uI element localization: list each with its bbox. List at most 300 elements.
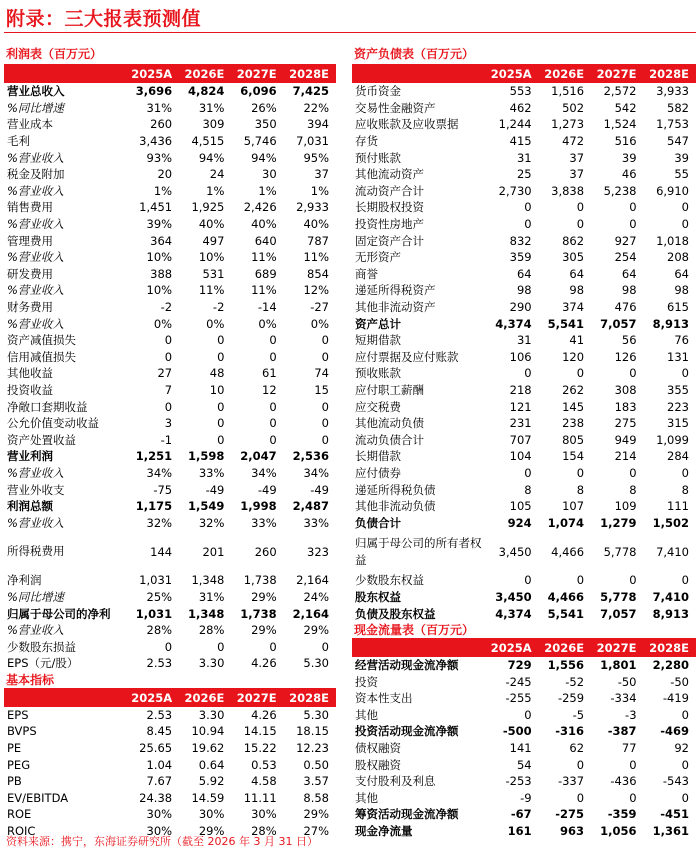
table-row [352, 83, 696, 100]
value-cell: 126 [614, 349, 637, 364]
value-cell: 0 [217, 333, 225, 348]
table-row [4, 723, 336, 740]
table-row [4, 149, 336, 166]
year-header-cell: 2027E [591, 639, 643, 657]
value-cell: 262 [562, 382, 585, 397]
row-label: 现金净流量 [355, 824, 413, 839]
value-cell: 76 [674, 333, 689, 348]
value-cell: 374 [562, 300, 585, 315]
row-label: 投资收益 [7, 382, 53, 397]
value-cell: 394 [307, 117, 329, 132]
row-label: 销售费用 [7, 200, 53, 215]
value-cell: 1,031 [139, 573, 173, 588]
value-cell: 1,348 [188, 606, 225, 621]
value-cell: 32% [198, 515, 225, 530]
row-label: 应付职工薪酬 [355, 382, 424, 397]
row-label: 其他流动负债 [355, 416, 424, 431]
value-cell: 707 [509, 432, 532, 447]
value-cell: 323 [307, 544, 329, 559]
value-cell: 615 [667, 300, 689, 315]
value-cell: 1,516 [551, 84, 585, 99]
row-label: %营业收入 [7, 316, 64, 331]
table-row [352, 589, 696, 606]
value-cell: 7 [164, 382, 173, 397]
value-cell: 1% [206, 183, 225, 198]
value-cell: 161 [507, 824, 532, 839]
value-cell: 729 [507, 658, 532, 673]
value-cell: 54 [516, 757, 532, 772]
table-row [4, 133, 336, 150]
value-cell: -387 [607, 724, 637, 739]
row-label: %同比增速 [7, 589, 64, 604]
value-cell: -49 [257, 482, 277, 497]
value-cell: 154 [562, 449, 585, 464]
value-cell: 924 [507, 515, 532, 530]
value-cell: 10 [209, 382, 225, 397]
table-row [352, 448, 696, 465]
row-label: 应交税费 [355, 399, 401, 414]
value-cell: 805 [562, 432, 585, 447]
value-cell: 0 [524, 200, 532, 215]
value-cell: 28% [251, 824, 277, 839]
value-cell: 2,933 [296, 200, 329, 215]
value-cell: 4,466 [551, 544, 585, 559]
value-cell: 40% [251, 217, 277, 232]
value-cell: 8.45 [146, 724, 173, 739]
value-cell: 1% [153, 183, 173, 198]
value-cell: 94% [251, 150, 277, 165]
row-label: 经营活动现金流净额 [355, 658, 459, 673]
value-cell: 10.94 [191, 724, 225, 739]
value-cell: -334 [610, 691, 637, 706]
row-label: PB [7, 774, 22, 789]
year-header-cell: 2028E [284, 689, 336, 707]
value-cell: 105 [509, 499, 532, 514]
row-label: 无形资产 [355, 250, 401, 265]
value-cell: 1.04 [146, 757, 173, 772]
value-cell: 31% [198, 589, 225, 604]
row-label: 公允价值变动收益 [7, 416, 99, 431]
value-cell: 415 [509, 134, 532, 149]
value-cell: 107 [562, 499, 585, 514]
value-cell: 0 [269, 333, 277, 348]
value-cell: 476 [614, 300, 637, 315]
table-row [352, 349, 696, 366]
value-cell: 28% [198, 623, 225, 638]
value-cell: 37 [569, 150, 585, 165]
value-cell: 10% [198, 250, 225, 265]
row-label: 货币资金 [355, 84, 401, 99]
year-header-cell: 2027E [231, 65, 283, 83]
row-label: 存货 [355, 134, 378, 149]
value-cell: -52 [565, 674, 585, 689]
row-label: EPS（元/股） [7, 656, 79, 671]
value-cell: 5,778 [600, 589, 637, 604]
table-row [352, 790, 696, 807]
value-cell: 183 [614, 399, 637, 414]
value-cell: 25% [146, 589, 173, 604]
table-row [352, 707, 696, 724]
value-cell: 3,450 [495, 589, 532, 604]
row-label: PEG [7, 757, 31, 772]
row-label: 支付股利及利息 [355, 774, 436, 789]
row-label: 筹资活动现金流净额 [355, 807, 459, 822]
table-row [352, 823, 696, 840]
row-label: 研发费用 [7, 266, 53, 281]
value-cell: 787 [307, 233, 329, 248]
row-label: 债权融资 [355, 741, 401, 756]
value-cell: 40% [198, 217, 225, 232]
cashflow-statement-table [352, 639, 696, 840]
value-cell: 93% [146, 150, 173, 165]
value-cell: 39 [621, 150, 637, 165]
table-row [4, 481, 336, 498]
table-row [352, 605, 696, 622]
value-cell: 29% [251, 589, 277, 604]
table-row [4, 282, 336, 299]
value-cell: 34% [146, 465, 173, 480]
value-cell: 1,175 [135, 499, 173, 514]
value-cell: -1 [160, 432, 173, 447]
value-cell: 3,436 [139, 134, 173, 149]
value-cell: 0 [217, 432, 225, 447]
value-cell: 28% [146, 623, 173, 638]
row-label: 少数股东损益 [7, 639, 76, 654]
value-cell: 516 [614, 134, 637, 149]
value-cell: 5,746 [243, 134, 277, 149]
value-cell: 309 [202, 117, 225, 132]
value-cell: -469 [660, 724, 689, 739]
table-row [352, 232, 696, 249]
row-label: 股权融资 [355, 757, 401, 772]
value-cell: 0 [681, 757, 689, 772]
row-label: 投资 [355, 674, 378, 689]
value-cell: 0 [576, 366, 585, 381]
value-cell: 33% [303, 515, 329, 530]
value-cell: -50 [670, 674, 689, 689]
value-cell: 8 [629, 482, 637, 497]
value-cell: 0 [629, 790, 637, 805]
value-cell: -50 [617, 674, 637, 689]
page-title: 附录：三大报表预测值 [6, 8, 202, 30]
row-label: 营业利润 [7, 449, 53, 464]
table-row [4, 398, 336, 415]
cashflow-statement-title: 现金流量表（百万元） [352, 622, 696, 639]
value-cell: 8 [576, 482, 585, 497]
row-label: 净敞口套期收益 [7, 399, 88, 414]
value-cell: 27 [157, 366, 173, 381]
value-cell: 24% [303, 589, 329, 604]
value-cell: 4,374 [495, 316, 532, 331]
value-cell: 39 [674, 150, 689, 165]
value-cell: 1,753 [656, 117, 689, 132]
value-cell: 1,524 [603, 117, 637, 132]
value-cell: 689 [254, 266, 277, 281]
value-cell: 48 [209, 366, 225, 381]
balance-sheet-title: 资产负债表（百万元） [352, 45, 696, 65]
value-cell: 1,738 [243, 573, 277, 588]
year-header-cell: 2028E [644, 65, 696, 83]
value-cell: -359 [607, 807, 637, 822]
value-cell: 0 [269, 432, 277, 447]
value-cell: -436 [610, 774, 637, 789]
table-row [352, 149, 696, 166]
value-cell: 0 [576, 465, 585, 480]
value-cell: -2 [212, 300, 225, 315]
value-cell: 308 [614, 382, 637, 397]
value-cell: 1,801 [600, 658, 637, 673]
table-row [352, 514, 696, 531]
row-label: 固定资产合计 [355, 233, 424, 248]
value-cell: 30% [251, 807, 277, 822]
value-cell: 832 [509, 233, 532, 248]
value-cell: 462 [509, 100, 532, 115]
income-statement-table [4, 65, 336, 672]
table-row [4, 531, 336, 572]
value-cell: 7,057 [600, 606, 637, 621]
value-cell: 7,031 [296, 134, 329, 149]
value-cell: 37 [569, 167, 585, 182]
value-cell: -255 [505, 691, 532, 706]
value-cell: 201 [202, 544, 225, 559]
value-cell: 2.53 [146, 707, 173, 722]
value-cell: 8,913 [652, 606, 689, 621]
value-cell: 315 [667, 416, 689, 431]
right-column [352, 45, 696, 839]
table-row [352, 657, 696, 674]
row-label: 负债合计 [355, 515, 401, 530]
value-cell: 260 [150, 117, 173, 132]
value-cell: 12% [303, 283, 329, 298]
row-label: 其他非流动资产 [355, 300, 436, 315]
row-label: 其他 [355, 790, 378, 805]
table-row [352, 266, 696, 283]
value-cell: 3,696 [135, 84, 173, 99]
row-label: PE [7, 741, 22, 756]
value-cell: -2 [160, 300, 173, 315]
header-blank-cell [4, 65, 127, 83]
value-cell: 2,164 [292, 606, 329, 621]
value-cell: 19.62 [191, 741, 225, 756]
value-cell: 7,425 [292, 84, 329, 99]
value-cell: 145 [562, 399, 585, 414]
table-header-row [352, 65, 696, 83]
table-row [4, 216, 336, 233]
row-label: 信用减值损失 [7, 349, 76, 364]
value-cell: 46 [621, 167, 637, 182]
row-label: 应付债券 [355, 465, 401, 480]
year-header-cell: 2025A [486, 639, 538, 657]
value-cell: 3,933 [656, 84, 689, 99]
value-cell: 144 [150, 544, 173, 559]
row-label: 少数股东权益 [355, 573, 424, 588]
value-cell: 29% [198, 824, 225, 839]
value-cell: 1,925 [191, 200, 225, 215]
value-cell: 74 [314, 366, 329, 381]
value-cell: -49 [205, 482, 225, 497]
value-cell: -14 [257, 300, 277, 315]
table-row [4, 365, 336, 382]
table-row [352, 773, 696, 790]
value-cell: 0 [524, 217, 532, 232]
row-label: 毛利 [7, 134, 30, 149]
value-cell: 2,572 [603, 84, 637, 99]
value-cell: 4,466 [547, 589, 585, 604]
value-cell: 98 [569, 283, 585, 298]
value-cell: 0 [164, 333, 173, 348]
value-cell: 20 [157, 167, 173, 182]
value-cell: 92 [674, 741, 689, 756]
table-row [4, 498, 336, 515]
value-cell: 8.58 [303, 790, 329, 805]
value-cell: 502 [562, 100, 585, 115]
table-row [352, 116, 696, 133]
table-row [352, 415, 696, 432]
value-cell: 7,410 [652, 589, 689, 604]
value-cell: 5.30 [303, 707, 329, 722]
value-cell: 350 [254, 117, 277, 132]
row-label: 长期借款 [355, 449, 401, 464]
value-cell: 22% [303, 100, 329, 115]
value-cell: 0 [576, 790, 585, 805]
table-row [352, 572, 696, 589]
value-cell: 0 [269, 416, 277, 431]
row-label: %营业收入 [7, 217, 64, 232]
row-label: 商誉 [355, 266, 378, 281]
value-cell: 0 [164, 639, 173, 654]
value-cell: 949 [614, 432, 637, 447]
value-cell: 2.53 [146, 656, 173, 671]
basic-indicators-title: 基本指标 [4, 672, 336, 689]
value-cell: 1,018 [656, 233, 689, 248]
row-label: 资产减值损失 [7, 333, 76, 348]
value-cell: 260 [254, 544, 277, 559]
value-cell: 29% [303, 623, 329, 638]
value-cell: -67 [510, 807, 532, 822]
value-cell: 94% [198, 150, 225, 165]
balance-sheet-table [352, 65, 696, 622]
value-cell: 64 [674, 266, 689, 281]
year-header-cell: 2027E [231, 689, 283, 707]
value-cell: 0 [269, 399, 277, 414]
value-cell: 238 [562, 416, 585, 431]
value-cell: 208 [667, 250, 689, 265]
table-row [352, 382, 696, 399]
value-cell: 120 [562, 349, 585, 364]
row-label: %营业收入 [7, 150, 64, 165]
value-cell: -49 [310, 482, 329, 497]
value-cell: 0.64 [198, 757, 225, 772]
value-cell: 12 [262, 382, 277, 397]
row-label: 利润总额 [7, 499, 53, 514]
value-cell: 64 [621, 266, 637, 281]
value-cell: 14.59 [191, 790, 225, 805]
value-cell: 0 [629, 465, 637, 480]
value-cell: 121 [509, 399, 532, 414]
value-cell: 2,047 [240, 449, 277, 464]
row-label: 投资性房地产 [355, 217, 424, 232]
value-cell: 0 [681, 217, 689, 232]
value-cell: 0% [258, 316, 277, 331]
row-label: 应付票据及应付账款 [355, 349, 459, 364]
value-cell: 62 [569, 741, 585, 756]
value-cell: 1,998 [240, 499, 277, 514]
table-row [4, 790, 336, 807]
table-row [4, 605, 336, 622]
value-cell: 0 [217, 399, 225, 414]
value-cell: 1,502 [652, 515, 689, 530]
value-cell: -451 [660, 807, 689, 822]
table-row [352, 100, 696, 117]
value-cell: -337 [557, 774, 585, 789]
year-header-cell: 2025A [486, 65, 538, 83]
value-cell: 0 [269, 639, 277, 654]
value-cell: 11% [251, 283, 277, 298]
value-cell: 0 [681, 573, 689, 588]
year-header-cell: 2026E [179, 689, 231, 707]
year-header-cell: 2026E [539, 639, 591, 657]
row-label: 其他收益 [7, 366, 53, 381]
row-label: 资产总计 [355, 316, 401, 331]
value-cell: 0% [206, 316, 225, 331]
year-header-cell: 2025A [127, 689, 179, 707]
income-statement-title: 利润表（百万元） [4, 45, 336, 65]
title-divider [4, 32, 696, 33]
value-cell: 0 [629, 573, 637, 588]
value-cell: 4,515 [191, 134, 225, 149]
value-cell: 0 [576, 757, 585, 772]
value-cell: 0 [629, 757, 637, 772]
value-cell: -543 [662, 774, 689, 789]
value-cell: 109 [614, 499, 637, 514]
table-row [4, 232, 336, 249]
table-row [352, 756, 696, 773]
table-row [352, 431, 696, 448]
value-cell: 231 [509, 416, 532, 431]
value-cell: 1,244 [498, 117, 532, 132]
table-row [4, 100, 336, 117]
value-cell: 111 [667, 499, 689, 514]
header-blank-cell [352, 65, 486, 83]
value-cell: -500 [502, 724, 532, 739]
value-cell: 14.15 [243, 724, 277, 739]
value-cell: -75 [153, 482, 173, 497]
value-cell: 0 [321, 333, 329, 348]
value-cell: 472 [562, 134, 585, 149]
value-cell: 4,824 [188, 84, 225, 99]
row-label: 递延所得税负债 [355, 482, 436, 497]
row-label: %营业收入 [7, 465, 64, 480]
value-cell: 0% [153, 316, 173, 331]
value-cell: 0% [310, 316, 329, 331]
value-cell: 0 [681, 366, 689, 381]
table-row [4, 655, 336, 672]
table-row [352, 133, 696, 150]
table-row [352, 398, 696, 415]
value-cell: 963 [560, 824, 585, 839]
value-cell: 12.23 [296, 741, 329, 756]
value-cell: 5.92 [198, 774, 225, 789]
value-cell: 31% [198, 100, 225, 115]
table-row [352, 531, 696, 572]
value-cell: 0 [269, 349, 277, 364]
value-cell: 553 [509, 84, 532, 99]
value-cell: 24.38 [139, 790, 173, 805]
value-cell: 0 [576, 217, 585, 232]
value-cell: 6,910 [656, 183, 689, 198]
row-label: %同比增速 [7, 100, 64, 115]
value-cell: 1,056 [600, 824, 637, 839]
